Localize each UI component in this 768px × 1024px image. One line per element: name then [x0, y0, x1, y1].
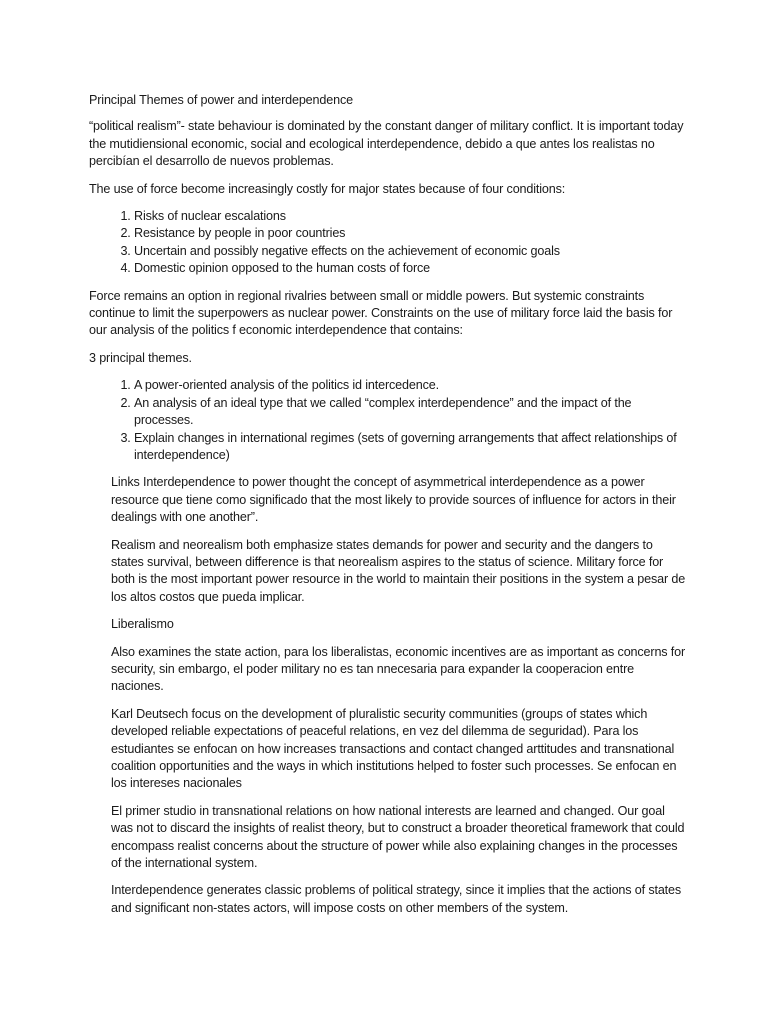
list-item: 3. Uncertain and possibly negative effects on the achievement of economic goals: [134, 243, 688, 260]
paragraph-links-interdependence: Links Interdependence to power thought the concept of asymmetrical interdependence as a power resource que tiene como significado that the most likely to provide sources of influence for actors in their dealings with one another”.: [111, 475, 676, 525]
paragraph-use-of-force: The use of force become increasingly costly for major states because of four conditions:: [89, 181, 566, 196]
paragraph-transnational-relations: El primer studio in transnational relations on how national interests are learned and changed. Our goal was not to discard the insights of realist theory, but to construct a broader theoretical framework that could encompass realist concerns about the structure of power while also explaining changes in the processes of the international system.: [111, 803, 685, 871]
list-item: 3. Explain changes in international regimes (sets of governing arrangements that affect relationships of interdependence): [134, 430, 688, 465]
paragraph-political-strategy: Interdependence generates classic problems of political strategy, since it implies that the actions of states and significant non-states actors, will impose costs on other members of the system.: [111, 883, 682, 915]
list-item: 1. A power-oriented analysis of the politics id intercedence.: [134, 377, 688, 394]
list-principal-themes: [89, 377, 688, 464]
paragraph-political-realism: “political realism”- state behaviour is dominated by the constant danger of military conflict. It is important today the mutidiensional economic, social and ecological interdependence, debido a que antes los realistas no percibían el desarrollo de nuevos problemas.: [89, 119, 684, 169]
list-item: 2. Resistance by people in poor countries: [134, 225, 688, 242]
paragraph-state-action: Also examines the state action, para los liberalistas, economic incentives are as important as concerns for security, sin embargo, el poder military no es tan nnecesaria para expander la cooperacion entre naciones.: [111, 644, 686, 694]
paragraph-force-remains: Force remains an option in regional rivalries between small or middle powers. But systemic constraints continue to limit the superpowers as nuclear power. Constraints on the use of military force laid the basis for our analysis of the politics f economic interdependence that contains:: [89, 288, 673, 338]
paragraph-realism-neorealism: Realism and neorealism both emphasize states demands for power and security and the dangers to states survival, between difference is that neorealism aspires to the status of science. Military force for both is the most important power resource in the world to maintain their positions in the system a pesar de los altos costos que pueda implicar.: [111, 537, 686, 604]
list-four-conditions: [89, 208, 688, 278]
list-item: 4. Domestic opinion opposed to the human costs of force: [134, 260, 688, 277]
list-item: 2. An analysis of an ideal type that we called “complex interdependence” and the impact of the processes.: [134, 395, 688, 430]
paragraph-three-themes: 3 principal themes.: [89, 350, 192, 365]
heading-liberalismo: Liberalismo: [111, 617, 174, 632]
list-item: 1. Risks of nuclear escalations: [134, 208, 688, 225]
paragraph-karl-deutsech: Karl Deutsech focus on the development of pluralistic security communities (groups of states which developed reliable expectations of peaceful relations, en vez del dilemma de seguridad). Para los estudiantes se enfocan on how increases transactions and contact changed arttitudes and transnational coalition opportunities and the ways in which institutions helped to foster such processes. Se enfocan en los intereses nacionales: [111, 706, 677, 791]
document-title: Principal Themes of power and interdependence: [89, 93, 353, 107]
